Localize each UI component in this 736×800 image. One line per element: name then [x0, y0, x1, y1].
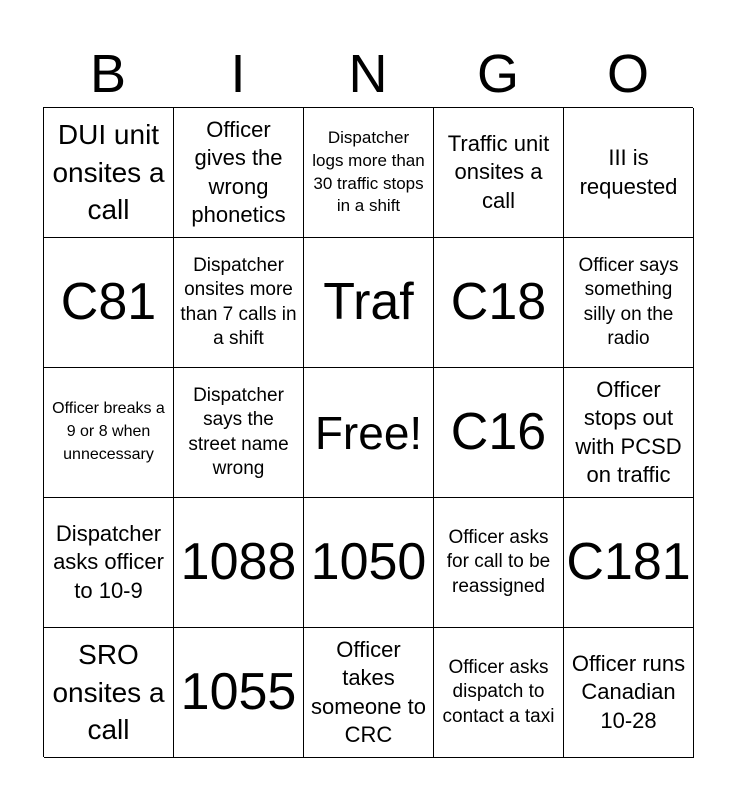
bingo-cell[interactable]: III is requested: [564, 108, 694, 238]
bingo-cell[interactable]: Dispatcher says the street name wrong: [174, 368, 304, 498]
bingo-cell[interactable]: Traf: [304, 238, 434, 368]
bingo-cell[interactable]: Dispatcher onsites more than 7 calls in a shift: [174, 238, 304, 368]
bingo-cell[interactable]: 1050: [304, 498, 434, 628]
bingo-cell[interactable]: Officer asks for call to be reassigned: [434, 498, 564, 628]
bingo-cell[interactable]: DUI unit onsites a call: [44, 108, 174, 238]
bingo-cell[interactable]: Officer stops out with PCSD on traffic: [564, 368, 694, 498]
bingo-cell[interactable]: SRO onsites a call: [44, 628, 174, 758]
header-letter-o: O: [606, 44, 649, 104]
bingo-cell[interactable]: Officer says something silly on the radio: [564, 238, 694, 368]
header-letter-b: B: [89, 44, 127, 104]
bingo-cell[interactable]: 1055: [174, 628, 304, 758]
bingo-cell[interactable]: C16: [434, 368, 564, 498]
bingo-cell[interactable]: Dispatcher logs more than 30 traffic stops in a shift: [304, 108, 434, 238]
bingo-cell[interactable]: Officer runs Canadian 10-28: [564, 628, 694, 758]
free-space-cell[interactable]: Free!: [304, 368, 434, 498]
bingo-cell[interactable]: Officer gives the wrong phonetics: [174, 108, 304, 238]
bingo-cell[interactable]: C81: [44, 238, 174, 368]
header-letter-i: I: [230, 44, 246, 104]
header-letter-g: G: [476, 44, 519, 104]
bingo-cell[interactable]: C181: [564, 498, 694, 628]
bingo-cell[interactable]: Officer asks dispatch to contact a taxi: [434, 628, 564, 758]
bingo-cell[interactable]: 1088: [174, 498, 304, 628]
bingo-cell[interactable]: Officer takes someone to CRC: [304, 628, 434, 758]
header-letter-n: N: [348, 44, 388, 104]
bingo-board: [43, 107, 693, 757]
bingo-cell[interactable]: Traffic unit onsites a call: [434, 108, 564, 238]
bingo-cell[interactable]: Dispatcher asks officer to 10-9: [44, 498, 174, 628]
bingo-header: [43, 40, 693, 108]
bingo-cell[interactable]: C18: [434, 238, 564, 368]
bingo-cell[interactable]: Officer breaks a 9 or 8 when unnecessary: [44, 368, 174, 498]
